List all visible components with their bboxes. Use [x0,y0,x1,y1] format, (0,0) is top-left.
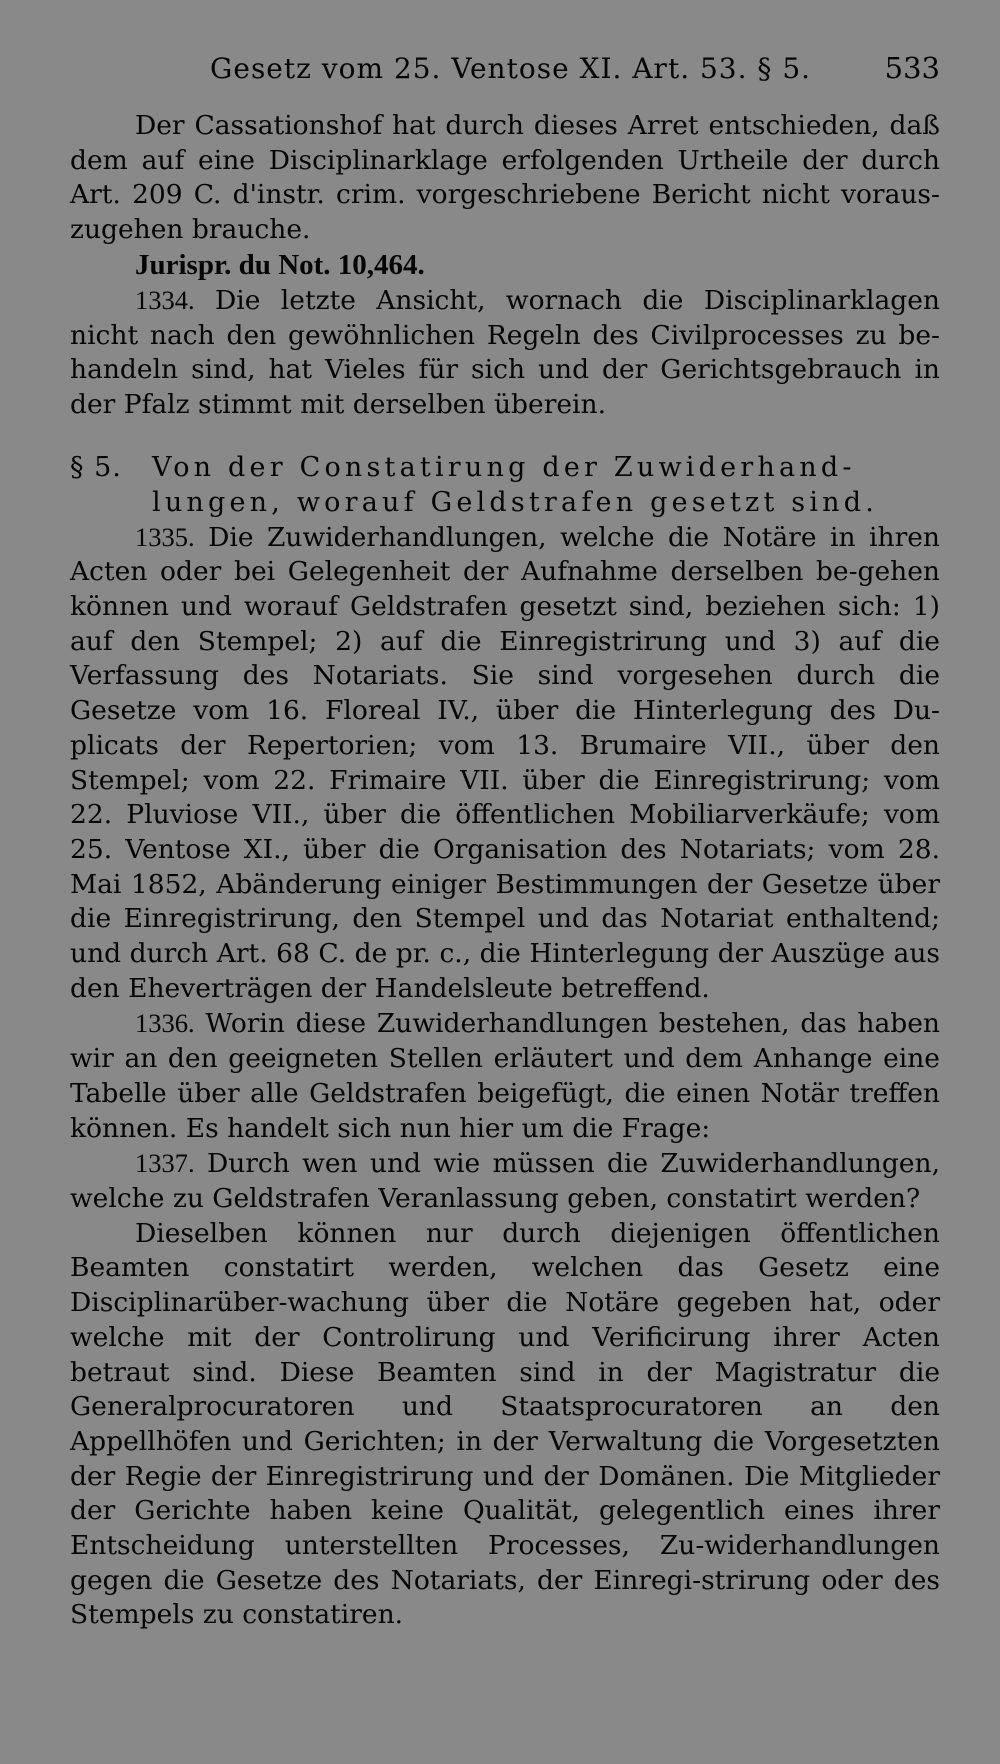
running-head [70,48,940,89]
paragraph-number: 1336. [135,1008,195,1039]
paragraph-number: 1337. [135,1148,195,1179]
section-number: § 5. [70,451,122,483]
page-number: 533 [884,51,940,85]
section-heading [70,450,940,520]
paragraph-1335 [70,520,940,1007]
paragraph-text: Die Zuwiderhandlungen, welche die Notäre in ihren Acten oder bei Gelegenheit der Aufnahme derselben be-gehen können und worauf Geldstrafen gesetzt sind, beziehen sich: 1) auf den Stempel; 2) auf die Einregistrirung und 3) auf die Verfassung des Notariats. Sie sind vorgesehen durch die Gesetze vom 16. Floreal IV., über die Hinterlegung des Du-plicats der Repertorien; vom 13. Brumaire VII., über den Stempel; vom 22. Frimaire VII. über die Einregistrirung; vom 22. Pluviose VII., über die öffentlichen Mobiliarverkäufe; vom 25. Ventose XI., über die Organisation des Notariats; vom 28. Mai 1852, Abänderung einiger Bestimmungen der Gesetze über die Einregistrirung, den Stempel und das Notariat enthaltend; und durch Art. 68 C. de pr. c., die Hinterlegung der Auszüge aus den Eheverträgen der Handelsleute betreffend. [70,521,940,1004]
running-head-title: Gesetz vom 25. Ventose XI. Art. 53. § 5. [210,52,812,85]
paragraph-text: Die letzte Ansicht, wornach die Disciplinarklagen nicht nach den gewöhnlichen Regeln des Civilprocesses zu be-handeln sind, hat Vieles für sich und der Gerichtsgebrauch in der Pfalz stimmt mit derselben überein. [70,284,940,420]
paragraph-number: 1335. [135,521,195,552]
book-page [70,48,940,1728]
jurisprudence-citation: Jurispr. du Not. 10,464. [135,248,425,281]
paragraph-1336 [70,1006,940,1146]
paragraph-1337 [70,1146,940,1216]
section-title: Von der Constatirung der Zuwiderhand-lungen, worauf Geldstrafen gesetzt sind. [152,451,879,518]
paragraph-number: 1334. [135,284,195,315]
paragraph-cassation: Der Cassationshof hat durch dieses Arret entschieden, daß dem auf eine Disciplinarklage erfolgenden Urtheile der durch Art. 209 C. d'instr. crim. vorgeschriebene Bericht nicht voraus-zugehen brauche. [70,110,940,246]
paragraph-1334 [70,283,940,423]
paragraph-final: Dieselben können nur durch diejenigen öffentlichen Beamten constatirt werden, welchen das Gesetz eine Disciplinarüber-wachung über die Notäre gegeben hat, oder welche mit der Controlirung und Verificirung ihrer Acten betraut sind. Diese Beamten sind in der Magistratur die Generalprocuratoren und Staatsprocuratoren an den Appellhöfen und Gerichten; in der Verwaltung die Vorgesetzten der Regie der Einregistrirung und der Domänen. Die Mitglieder der Gerichte haben keine Qualität, gelegentlich eines ihrer Entscheidung unterstellten Processes, Zu-widerhandlungen gegen die Gesetze des Notariats, der Einregi-strirung oder des Stempels zu constatiren. [70,1217,940,1631]
paragraph-text: Durch wen und wie müssen die Zuwiderhandlungen, welche zu Geldstrafen Veranlassung geben, constatirt werden? [70,1148,940,1214]
paragraph-text: Worin diese Zuwiderhandlungen bestehen, das haben wir an den geeigneten Stellen erläutert und dem Anhange eine Tabelle über alle Geldstrafen beigefügt, die einen Notär treffen können. Es handelt sich nun hier um die Frage: [70,1008,940,1144]
